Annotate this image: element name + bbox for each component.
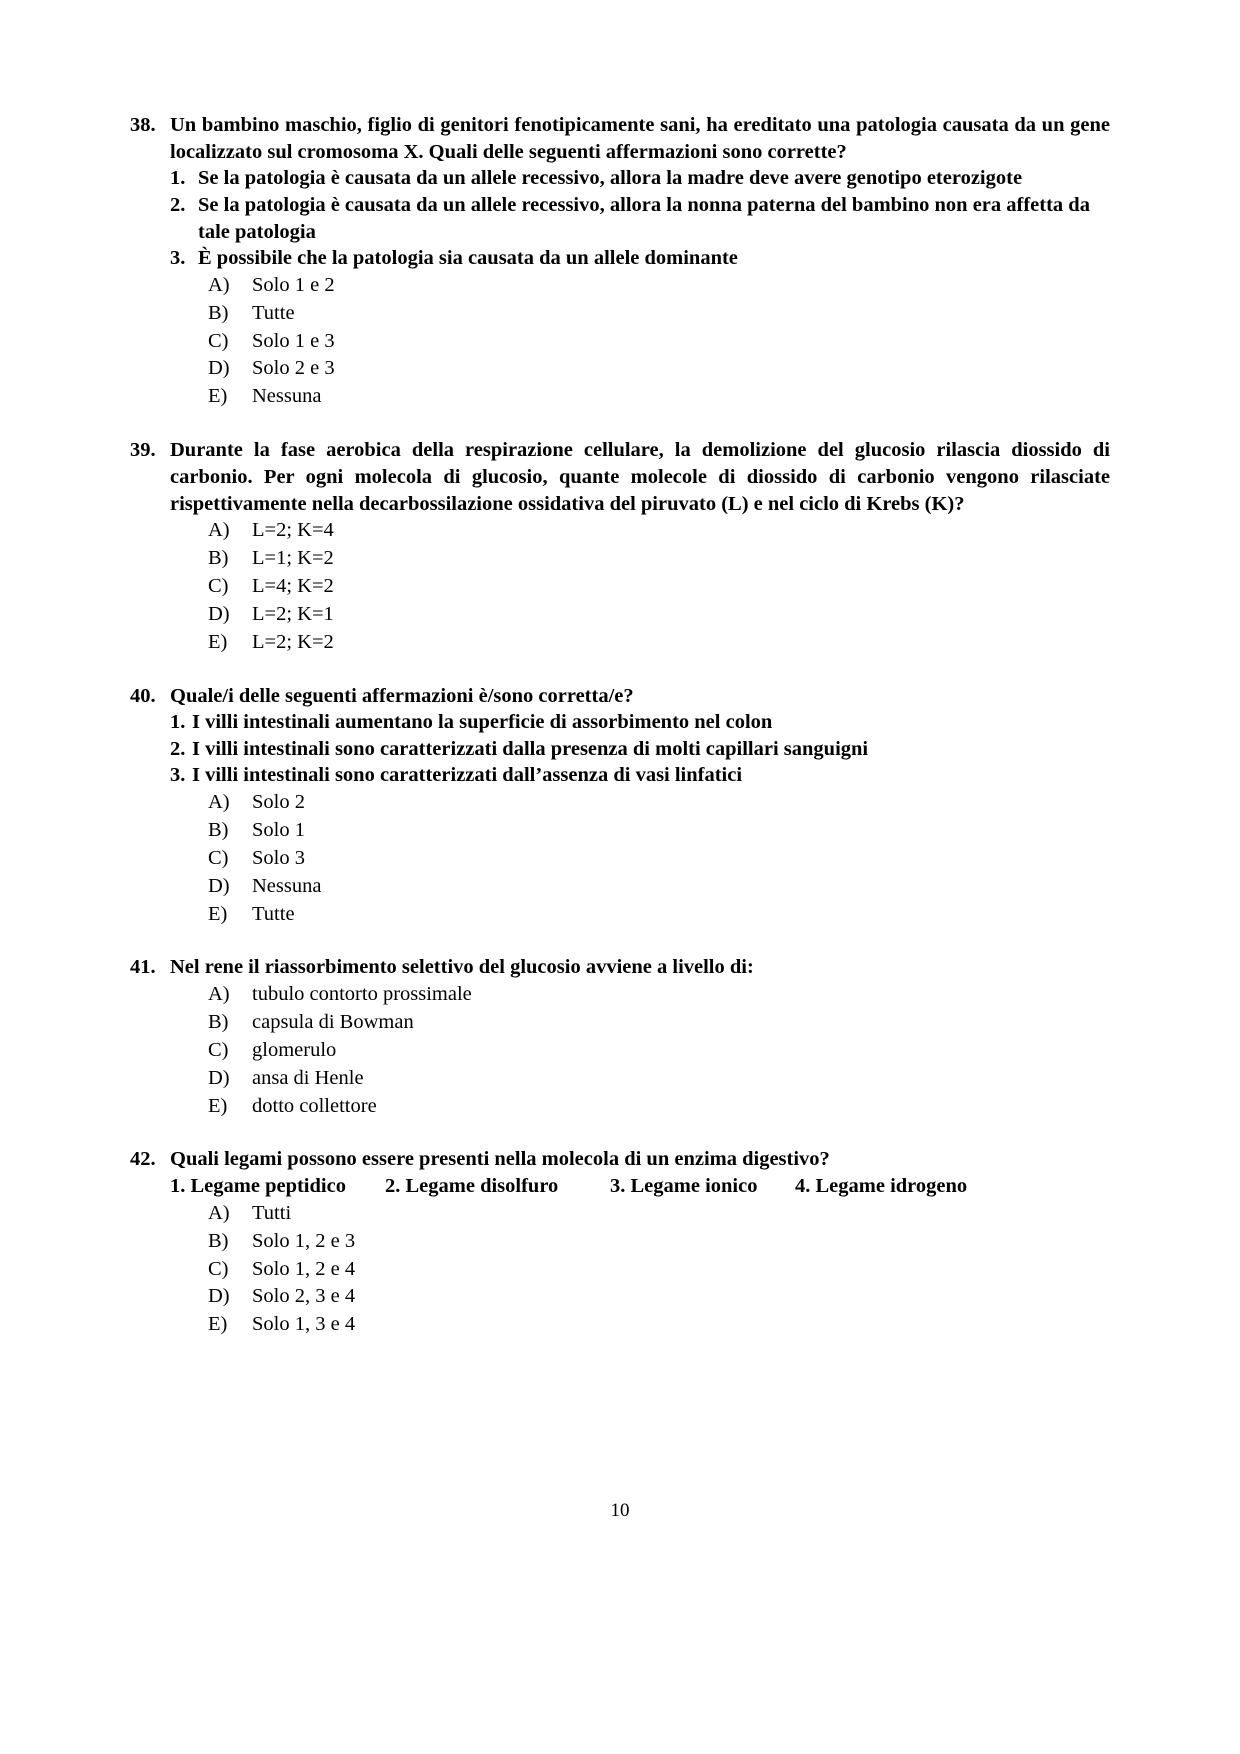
answer-text: dotto collettore bbox=[252, 1094, 377, 1117]
answer-option[interactable] bbox=[130, 355, 1110, 383]
answer-letter: C) bbox=[208, 574, 229, 597]
answer-text: Solo 1 e 2 bbox=[252, 273, 335, 296]
question-text: Quale/i delle seguenti affermazioni è/sono corretta/e? bbox=[170, 684, 634, 707]
question-heading bbox=[130, 437, 1110, 517]
answer-text: L=2; K=4 bbox=[252, 519, 334, 542]
answer-option[interactable] bbox=[130, 1283, 1110, 1311]
statement-text: I villi intestinali aumentano la superficie di assorbimento nel colon bbox=[192, 711, 773, 734]
question-number: 40. bbox=[130, 684, 156, 707]
inline-statement: 4. Legame idrogeno bbox=[795, 1175, 968, 1198]
answer-text: Solo 2, 3 e 4 bbox=[252, 1285, 356, 1308]
statement-text: È possibile che la patologia sia causata da un allele dominante bbox=[198, 247, 738, 270]
question-text: Quali legami possono essere presenti nella molecola di un enzima digestivo? bbox=[170, 1148, 830, 1171]
answer-option[interactable] bbox=[130, 1256, 1110, 1284]
question-heading bbox=[130, 954, 1110, 981]
answer-letter: A) bbox=[208, 791, 230, 814]
answer-option[interactable] bbox=[130, 517, 1110, 545]
statement-text: I villi intestinali sono caratterizzati dall’assenza di vasi linfatici bbox=[192, 764, 743, 787]
answer-list bbox=[130, 981, 1110, 1120]
answer-letter: D) bbox=[208, 602, 230, 625]
answer-option[interactable] bbox=[130, 328, 1110, 356]
question-text: Durante la fase aerobica della respirazione cellulare, la demolizione del glucosio rilascia diossido di carbonio. Per ogni molecola di glucosio, quante molecole di diossido di carbonio vengono rilasciate rispettivamente nella decarbossilazione ossidativa del piruvato (L) e nel ciclo di Krebs (K)? bbox=[170, 439, 1110, 515]
statement-text: Se la patologia è causata da un allele recessivo, allora la nonna paterna del bambino non era affetta da tale patologia bbox=[198, 193, 1090, 243]
question-number: 39. bbox=[130, 439, 156, 462]
answer-text: Solo 3 bbox=[252, 846, 305, 869]
answer-letter: B) bbox=[208, 818, 229, 841]
answer-text: Solo 1, 3 e 4 bbox=[252, 1313, 356, 1336]
answer-text: Solo 2 e 3 bbox=[252, 357, 335, 380]
answer-text: L=4; K=2 bbox=[252, 574, 334, 597]
answer-letter: A) bbox=[208, 983, 230, 1006]
answer-list bbox=[130, 272, 1110, 411]
answer-option[interactable] bbox=[130, 272, 1110, 300]
answer-option[interactable] bbox=[130, 901, 1110, 929]
answer-option[interactable] bbox=[130, 545, 1110, 573]
answer-list bbox=[130, 1200, 1110, 1339]
statement-marker: 2. bbox=[170, 193, 186, 216]
answer-text: Solo 1 bbox=[252, 818, 305, 841]
question-39 bbox=[130, 437, 1110, 656]
question-heading bbox=[130, 683, 1110, 710]
answer-letter: A) bbox=[208, 273, 230, 296]
statement-item bbox=[130, 192, 1110, 245]
answer-letter: E) bbox=[208, 385, 228, 408]
statement-item bbox=[130, 709, 1110, 736]
answer-letter: E) bbox=[208, 1313, 228, 1336]
question-42 bbox=[130, 1146, 1110, 1339]
question-40 bbox=[130, 683, 1110, 929]
answer-text: L=1; K=2 bbox=[252, 547, 334, 570]
statement-marker: 3. bbox=[170, 764, 186, 787]
answer-text: Solo 1, 2 e 3 bbox=[252, 1229, 356, 1252]
inline-statement-row bbox=[130, 1173, 1110, 1200]
answer-letter: C) bbox=[208, 1257, 229, 1280]
answer-letter: E) bbox=[208, 902, 228, 925]
answer-text: Tutte bbox=[252, 902, 295, 925]
answer-list bbox=[130, 517, 1110, 656]
answer-text: Solo 2 bbox=[252, 791, 305, 814]
answer-option[interactable] bbox=[130, 789, 1110, 817]
answer-option[interactable] bbox=[130, 1009, 1110, 1037]
answer-letter: D) bbox=[208, 1285, 230, 1308]
answer-option[interactable] bbox=[130, 1200, 1110, 1228]
statement-marker: 2. bbox=[170, 737, 186, 760]
statement-item bbox=[130, 762, 1110, 789]
answer-letter: E) bbox=[208, 1094, 228, 1117]
inline-statement: 1. Legame peptidico bbox=[170, 1175, 346, 1198]
answer-letter: B) bbox=[208, 1229, 229, 1252]
question-number: 42. bbox=[130, 1148, 156, 1171]
statement-marker: 1. bbox=[170, 167, 186, 190]
answer-text: capsula di Bowman bbox=[252, 1010, 414, 1033]
question-number: 41. bbox=[130, 956, 156, 979]
answer-option[interactable] bbox=[130, 1228, 1110, 1256]
answer-letter: B) bbox=[208, 1010, 229, 1033]
inline-statement: 3. Legame ionico bbox=[610, 1175, 758, 1198]
answer-letter: B) bbox=[208, 301, 229, 324]
question-41 bbox=[130, 954, 1110, 1120]
answer-option[interactable] bbox=[130, 601, 1110, 629]
answer-text: tubulo contorto prossimale bbox=[252, 983, 472, 1006]
statement-marker: 3. bbox=[170, 247, 186, 270]
answer-letter: D) bbox=[208, 874, 230, 897]
inline-statement: 2. Legame disolfuro bbox=[385, 1175, 559, 1198]
answer-text: Tutte bbox=[252, 301, 295, 324]
statement-item bbox=[130, 736, 1110, 763]
answer-option[interactable] bbox=[130, 1311, 1110, 1339]
question-text: Un bambino maschio, figlio di genitori fenotipicamente sani, ha ereditato una patologia causata da un gene localizzato sul cromosoma X. Quali delle seguenti affermazioni sono corrette? bbox=[170, 114, 1110, 163]
answer-letter: A) bbox=[208, 519, 230, 542]
answer-text: ansa di Henle bbox=[252, 1066, 364, 1089]
answer-option[interactable] bbox=[130, 873, 1110, 901]
answer-text: Tutti bbox=[252, 1201, 292, 1224]
answer-text: Nessuna bbox=[252, 385, 322, 408]
answer-text: L=2; K=1 bbox=[252, 602, 334, 625]
answer-letter: C) bbox=[208, 846, 229, 869]
answer-text: Solo 1, 2 e 4 bbox=[252, 1257, 356, 1280]
answer-text: L=2; K=2 bbox=[252, 630, 334, 653]
answer-option[interactable] bbox=[130, 981, 1110, 1009]
answer-letter: B) bbox=[208, 547, 229, 570]
answer-option[interactable] bbox=[130, 1093, 1110, 1121]
statement-marker: 1. bbox=[170, 711, 186, 734]
answer-option[interactable] bbox=[130, 383, 1110, 411]
statement-item bbox=[130, 165, 1110, 192]
statement-list bbox=[130, 709, 1110, 789]
answer-option[interactable] bbox=[130, 573, 1110, 601]
answer-letter: E) bbox=[208, 630, 228, 653]
answer-letter: D) bbox=[208, 357, 230, 380]
answer-option[interactable] bbox=[130, 845, 1110, 873]
answer-option[interactable] bbox=[130, 1065, 1110, 1093]
question-text: Nel rene il riassorbimento selettivo del glucosio avviene a livello di: bbox=[170, 956, 754, 979]
question-heading bbox=[130, 112, 1110, 165]
answer-option[interactable] bbox=[130, 629, 1110, 657]
question-38 bbox=[130, 112, 1110, 411]
page-number: 10 bbox=[610, 1500, 630, 1521]
statement-list bbox=[130, 165, 1110, 272]
answer-option[interactable] bbox=[130, 300, 1110, 328]
answer-letter: C) bbox=[208, 329, 229, 352]
answer-option[interactable] bbox=[130, 817, 1110, 845]
answer-text: Solo 1 e 3 bbox=[252, 329, 335, 352]
answer-letter: D) bbox=[208, 1066, 230, 1089]
answer-list bbox=[130, 789, 1110, 928]
answer-letter: A) bbox=[208, 1201, 230, 1224]
question-heading bbox=[130, 1146, 1110, 1173]
answer-option[interactable] bbox=[130, 1037, 1110, 1065]
statement-text: Se la patologia è causata da un allele recessivo, allora la madre deve avere genotipo eterozigote bbox=[198, 167, 1023, 190]
statement-text: I villi intestinali sono caratterizzati dalla presenza di molti capillari sanguigni bbox=[192, 737, 869, 760]
answer-text: Nessuna bbox=[252, 874, 322, 897]
question-number: 38. bbox=[130, 114, 156, 136]
answer-text: glomerulo bbox=[252, 1038, 337, 1061]
statement-item bbox=[130, 245, 1110, 272]
answer-letter: C) bbox=[208, 1038, 229, 1061]
